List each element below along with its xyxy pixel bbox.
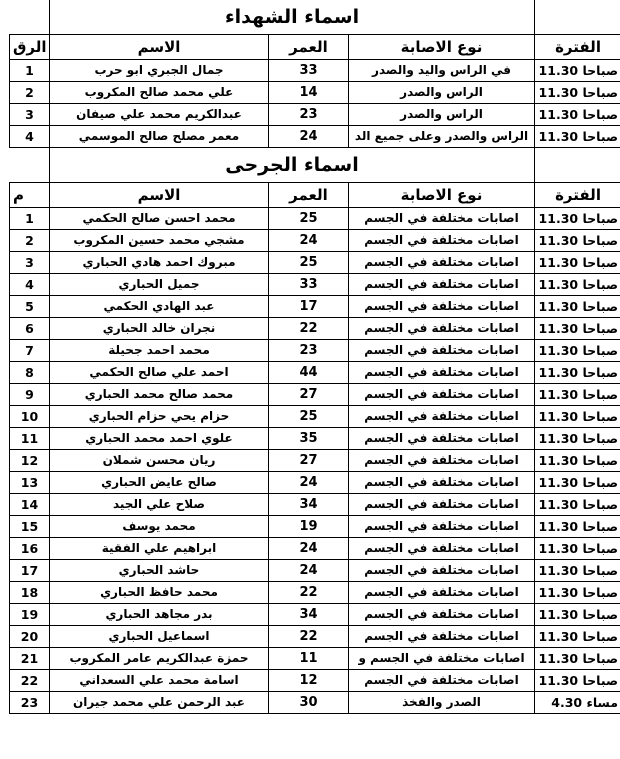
cell-period: صباحا 11.30 xyxy=(535,340,620,362)
blank-cell xyxy=(10,0,50,35)
cell-period: صباحا 11.30 xyxy=(535,428,620,450)
cell-age: 27 xyxy=(269,384,349,406)
table-row xyxy=(10,450,620,472)
table-row xyxy=(10,384,620,406)
cell-period: صباحا 11.30 xyxy=(535,516,620,538)
martyrs-section-title: اسماء الشهداء xyxy=(50,0,535,35)
cell-period: صباحا 11.30 xyxy=(535,60,620,82)
cell-age: 33 xyxy=(269,274,349,296)
column-header-period: الفترة xyxy=(535,35,620,60)
table-row xyxy=(10,648,620,670)
table-row xyxy=(10,318,620,340)
table-row xyxy=(10,604,620,626)
cell-num: 16 xyxy=(10,538,50,560)
table-row xyxy=(10,560,620,582)
cell-age: 44 xyxy=(269,362,349,384)
cell-name: صلاح علي الجيد xyxy=(50,494,269,516)
cell-age: 25 xyxy=(269,208,349,230)
cell-injury: اصابات مختلفة في الجسم xyxy=(349,340,535,362)
table-row xyxy=(10,472,620,494)
cell-name: محمد صالح محمد الحباري xyxy=(50,384,269,406)
cell-injury: اصابات مختلفة في الجسم xyxy=(349,362,535,384)
cell-num: 14 xyxy=(10,494,50,516)
blank-cell xyxy=(10,148,50,183)
cell-injury: الراس والصدر xyxy=(349,82,535,104)
cell-injury: اصابات مختلفة في الجسم xyxy=(349,450,535,472)
cell-period: مساء 4.30 xyxy=(535,692,620,714)
cell-injury: اصابات مختلفة في الجسم xyxy=(349,384,535,406)
cell-num: 3 xyxy=(10,104,50,126)
casualty-table xyxy=(9,0,620,714)
cell-period: صباحا 11.30 xyxy=(535,560,620,582)
cell-period: صباحا 11.30 xyxy=(535,538,620,560)
cell-injury: في الراس واليد والصدر xyxy=(349,60,535,82)
column-header-injury: نوع الاصابة xyxy=(349,35,535,60)
cell-num: 17 xyxy=(10,560,50,582)
cell-injury: اصابات مختلفة في الجسم xyxy=(349,582,535,604)
table-row xyxy=(10,340,620,362)
martyrs-title-row xyxy=(10,0,620,35)
cell-age: 35 xyxy=(269,428,349,450)
cell-num: 19 xyxy=(10,604,50,626)
cell-num: 7 xyxy=(10,340,50,362)
cell-age: 27 xyxy=(269,450,349,472)
column-header-name: الاسم xyxy=(50,183,269,208)
cell-age: 11 xyxy=(269,648,349,670)
cell-name: جميل الحباري xyxy=(50,274,269,296)
cell-num: 1 xyxy=(10,208,50,230)
cell-name: معمر مصلح صالح الموسمي xyxy=(50,126,269,148)
cell-name: محمد يوسف xyxy=(50,516,269,538)
wounded-section-title: اسماء الجرحى xyxy=(50,148,535,183)
cell-name: عبد الهادي الحكمي xyxy=(50,296,269,318)
cell-period: صباحا 11.30 xyxy=(535,82,620,104)
cell-period: صباحا 11.30 xyxy=(535,472,620,494)
table-row xyxy=(10,516,620,538)
column-header-name: الاسم xyxy=(50,35,269,60)
cell-age: 23 xyxy=(269,104,349,126)
cell-injury: الراس والصدر وعلى جميع الد xyxy=(349,126,535,148)
cell-name: محمد احمد جحيلة xyxy=(50,340,269,362)
cell-period: صباحا 11.30 xyxy=(535,274,620,296)
cell-name: بدر مجاهد الحباري xyxy=(50,604,269,626)
cell-age: 14 xyxy=(269,82,349,104)
cell-name: اسامة محمد علي السعداني xyxy=(50,670,269,692)
cell-num: 1 xyxy=(10,60,50,82)
cell-name: احمد علي صالح الحكمي xyxy=(50,362,269,384)
cell-age: 33 xyxy=(269,60,349,82)
cell-num: 20 xyxy=(10,626,50,648)
cell-injury: اصابات مختلفة في الجسم xyxy=(349,560,535,582)
cell-injury: الصدر والفخذ xyxy=(349,692,535,714)
table-row xyxy=(10,208,620,230)
cell-num: 11 xyxy=(10,428,50,450)
column-header-age: العمر xyxy=(269,35,349,60)
cell-num: 13 xyxy=(10,472,50,494)
cell-num: 21 xyxy=(10,648,50,670)
cell-injury: اصابات مختلفة في الجسم xyxy=(349,274,535,296)
cell-num: 3 xyxy=(10,252,50,274)
cell-num: 6 xyxy=(10,318,50,340)
cell-name: اسماعيل الحباري xyxy=(50,626,269,648)
cell-age: 22 xyxy=(269,626,349,648)
cell-period: صباحا 11.30 xyxy=(535,626,620,648)
table-row xyxy=(10,60,620,82)
table-row xyxy=(10,406,620,428)
table-row xyxy=(10,252,620,274)
cell-injury: اصابات مختلفة في الجسم xyxy=(349,604,535,626)
table-row xyxy=(10,582,620,604)
cell-period: صباحا 11.30 xyxy=(535,126,620,148)
cell-name: مبروك احمد هادي الحباري xyxy=(50,252,269,274)
cell-name: مشجي محمد حسين المكروب xyxy=(50,230,269,252)
cell-name: علوي احمد محمد الحباري xyxy=(50,428,269,450)
cell-injury: اصابات مختلفة في الجسم xyxy=(349,296,535,318)
cell-injury: اصابات مختلفة في الجسم و xyxy=(349,648,535,670)
cell-injury: اصابات مختلفة في الجسم xyxy=(349,252,535,274)
cell-age: 24 xyxy=(269,538,349,560)
cell-age: 12 xyxy=(269,670,349,692)
cell-injury: اصابات مختلفة في الجسم xyxy=(349,406,535,428)
cell-injury: اصابات مختلفة في الجسم xyxy=(349,626,535,648)
cell-num: 23 xyxy=(10,692,50,714)
wounded-header-row xyxy=(10,183,620,208)
table-row xyxy=(10,428,620,450)
cell-period: صباحا 11.30 xyxy=(535,208,620,230)
cell-age: 34 xyxy=(269,604,349,626)
cell-age: 25 xyxy=(269,252,349,274)
cell-period: صباحا 11.30 xyxy=(535,670,620,692)
table-row xyxy=(10,494,620,516)
cell-age: 24 xyxy=(269,126,349,148)
column-header-num: الرق xyxy=(10,35,50,60)
cell-name: صالح عايض الحباري xyxy=(50,472,269,494)
cell-age: 22 xyxy=(269,318,349,340)
cell-period: صباحا 11.30 xyxy=(535,494,620,516)
table-row xyxy=(10,274,620,296)
cell-age: 34 xyxy=(269,494,349,516)
table-row xyxy=(10,296,620,318)
table-row xyxy=(10,362,620,384)
cell-num: 8 xyxy=(10,362,50,384)
cell-name: حاشد الحباري xyxy=(50,560,269,582)
table-row xyxy=(10,104,620,126)
cell-injury: اصابات مختلفة في الجسم xyxy=(349,318,535,340)
cell-num: 9 xyxy=(10,384,50,406)
cell-name: عبدالكريم محمد علي صيفان xyxy=(50,104,269,126)
cell-period: صباحا 11.30 xyxy=(535,450,620,472)
cell-age: 23 xyxy=(269,340,349,362)
cell-injury: اصابات مختلفة في الجسم xyxy=(349,230,535,252)
cell-injury: اصابات مختلفة في الجسم xyxy=(349,494,535,516)
table-row xyxy=(10,538,620,560)
cell-injury: اصابات مختلفة في الجسم xyxy=(349,472,535,494)
cell-injury: اصابات مختلفة في الجسم xyxy=(349,538,535,560)
table-row xyxy=(10,692,620,714)
cell-num: 4 xyxy=(10,274,50,296)
cell-age: 30 xyxy=(269,692,349,714)
martyrs-header-row xyxy=(10,35,620,60)
cell-period: صباحا 11.30 xyxy=(535,230,620,252)
cell-name: حمزة عبدالكريم عامر المكروب xyxy=(50,648,269,670)
cell-injury: اصابات مختلفة في الجسم xyxy=(349,670,535,692)
cell-name: علي محمد صالح المكروب xyxy=(50,82,269,104)
cell-period: صباحا 11.30 xyxy=(535,104,620,126)
cell-period: صباحا 11.30 xyxy=(535,318,620,340)
cell-injury: الراس والصدر xyxy=(349,104,535,126)
cell-injury: اصابات مختلفة في الجسم xyxy=(349,428,535,450)
cell-injury: اصابات مختلفة في الجسم xyxy=(349,516,535,538)
wounded-title-row xyxy=(10,148,620,183)
cell-period: صباحا 11.30 xyxy=(535,252,620,274)
column-header-period: الفترة xyxy=(535,183,620,208)
column-header-age: العمر xyxy=(269,183,349,208)
cell-num: 12 xyxy=(10,450,50,472)
cell-name: حزام يحي حزام الحباري xyxy=(50,406,269,428)
cell-name: ريان محسن شملان xyxy=(50,450,269,472)
cell-age: 25 xyxy=(269,406,349,428)
cell-num: 10 xyxy=(10,406,50,428)
column-header-injury: نوع الاصابة xyxy=(349,183,535,208)
cell-num: 2 xyxy=(10,82,50,104)
cell-name: نجران خالد الحباري xyxy=(50,318,269,340)
cell-name: جمال الجبري ابو حرب xyxy=(50,60,269,82)
cell-age: 24 xyxy=(269,560,349,582)
cell-age: 17 xyxy=(269,296,349,318)
table-row xyxy=(10,82,620,104)
cell-age: 24 xyxy=(269,472,349,494)
blank-cell xyxy=(535,148,620,183)
cell-num: 18 xyxy=(10,582,50,604)
cell-age: 19 xyxy=(269,516,349,538)
cell-injury: اصابات مختلفة في الجسم xyxy=(349,208,535,230)
blank-cell xyxy=(535,0,620,35)
cell-period: صباحا 11.30 xyxy=(535,362,620,384)
table-row xyxy=(10,230,620,252)
cell-period: صباحا 11.30 xyxy=(535,296,620,318)
cell-num: 15 xyxy=(10,516,50,538)
table-row xyxy=(10,626,620,648)
cell-name: عبد الرحمن علي محمد جيران xyxy=(50,692,269,714)
cell-num: 22 xyxy=(10,670,50,692)
cell-age: 22 xyxy=(269,582,349,604)
cell-age: 24 xyxy=(269,230,349,252)
table-row xyxy=(10,126,620,148)
cell-num: 5 xyxy=(10,296,50,318)
cell-period: صباحا 11.30 xyxy=(535,648,620,670)
cell-period: صباحا 11.30 xyxy=(535,604,620,626)
cell-period: صباحا 11.30 xyxy=(535,406,620,428)
cell-num: 4 xyxy=(10,126,50,148)
cell-name: ابراهيم علي الفقية xyxy=(50,538,269,560)
cell-name: محمد احسن صالح الحكمي xyxy=(50,208,269,230)
cell-period: صباحا 11.30 xyxy=(535,582,620,604)
table-row xyxy=(10,670,620,692)
cell-period: صباحا 11.30 xyxy=(535,384,620,406)
cell-name: محمد حافظ الحباري xyxy=(50,582,269,604)
column-header-num: م xyxy=(10,183,50,208)
cell-num: 2 xyxy=(10,230,50,252)
